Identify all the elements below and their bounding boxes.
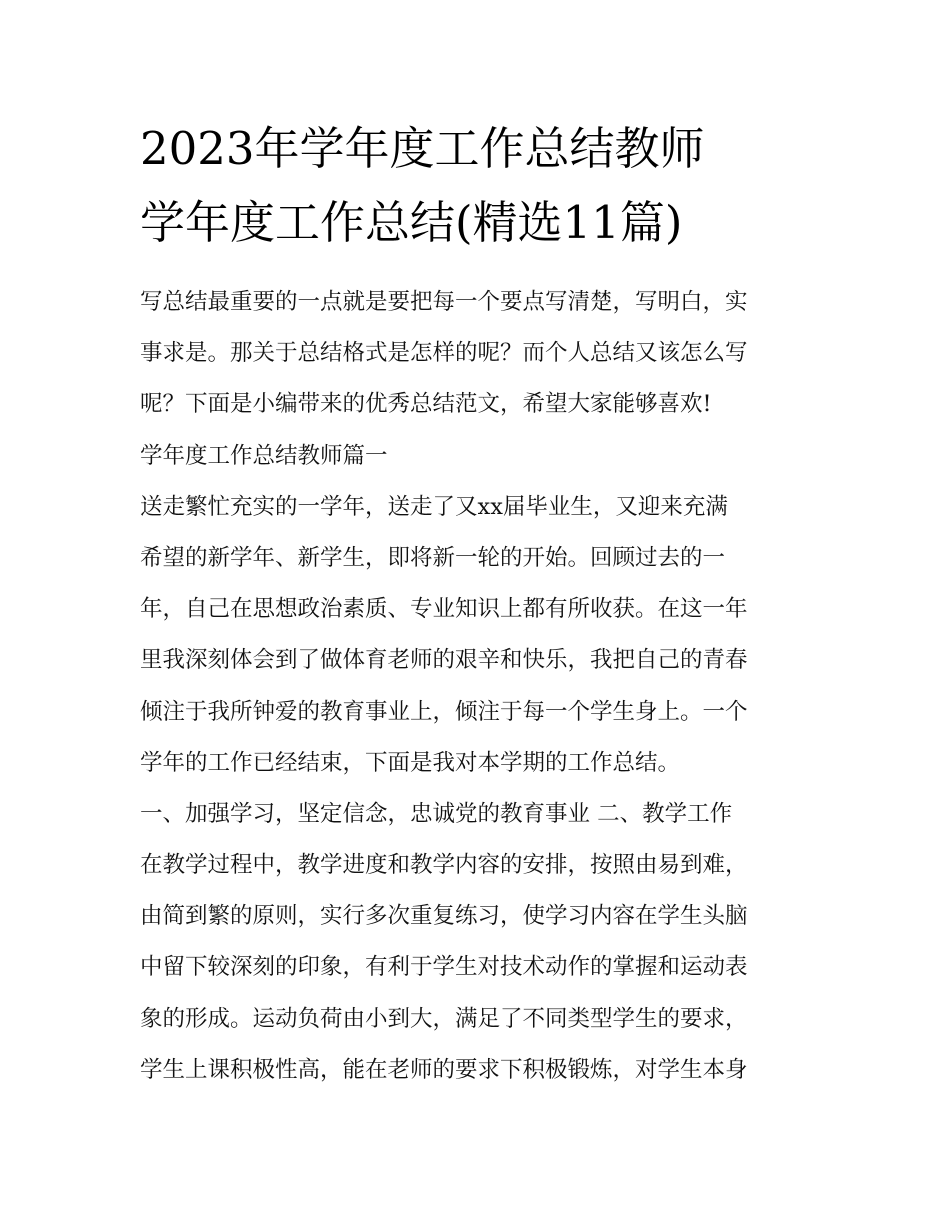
body-line: 学生上课积极性高，能在老师的要求下积极锻炼，对学生本身 bbox=[140, 1056, 748, 1083]
body-line: 由简到繁的原则，实行多次重复练习，使学习内容在学生头脑 bbox=[140, 903, 748, 930]
title-line-2: 学年度工作总结(精选11篇) bbox=[140, 196, 683, 249]
document-title bbox=[140, 112, 820, 260]
body-line: 象的形成。运动负荷由小到大，满足了不同类型学生的要求， bbox=[140, 1005, 748, 1032]
body-line: 学年的工作已经结束，下面是我对本学期的工作总结。 bbox=[140, 749, 681, 776]
body-line: 送走繁忙充实的一学年，送走了又xx届毕业生，又迎来充满 bbox=[140, 493, 728, 520]
subheading-line: 一、加强学习，坚定信念，忠诚党的教育事业 二、教学工作 bbox=[140, 800, 733, 827]
body-line: 写总结最重要的一点就是要把每一个要点写清楚，写明白，实 bbox=[140, 289, 748, 315]
section-heading: 学年度工作总结教师篇一 bbox=[140, 442, 388, 469]
body-line: 中留下较深刻的印象，有利于学生对技术动作的掌握和运动表 bbox=[140, 954, 748, 981]
body-line: 里我深刻体会到了做体育老师的艰辛和快乐，我把自己的青春 bbox=[140, 647, 748, 674]
body-line: 年，自己在思想政治素质、专业知识上都有所收获。在这一年 bbox=[140, 596, 748, 623]
document-body bbox=[140, 277, 820, 1096]
title-line-1: 2023年学年度工作总结教师 bbox=[140, 122, 705, 175]
body-line: 呢？下面是小编带来的优秀总结范文，希望大家能够喜欢! bbox=[140, 391, 712, 418]
body-line: 倾注于我所钟爱的教育事业上，倾注于每一个学生身上。一个 bbox=[140, 698, 748, 725]
body-line: 在教学过程中，教学进度和教学内容的安排，按照由易到难， bbox=[140, 852, 748, 879]
body-line: 希望的新学年、新学生，即将新一轮的开始。回顾过去的一 bbox=[140, 544, 726, 571]
body-line: 事求是。那关于总结格式是怎样的呢？而个人总结又该怎么写 bbox=[140, 340, 748, 367]
